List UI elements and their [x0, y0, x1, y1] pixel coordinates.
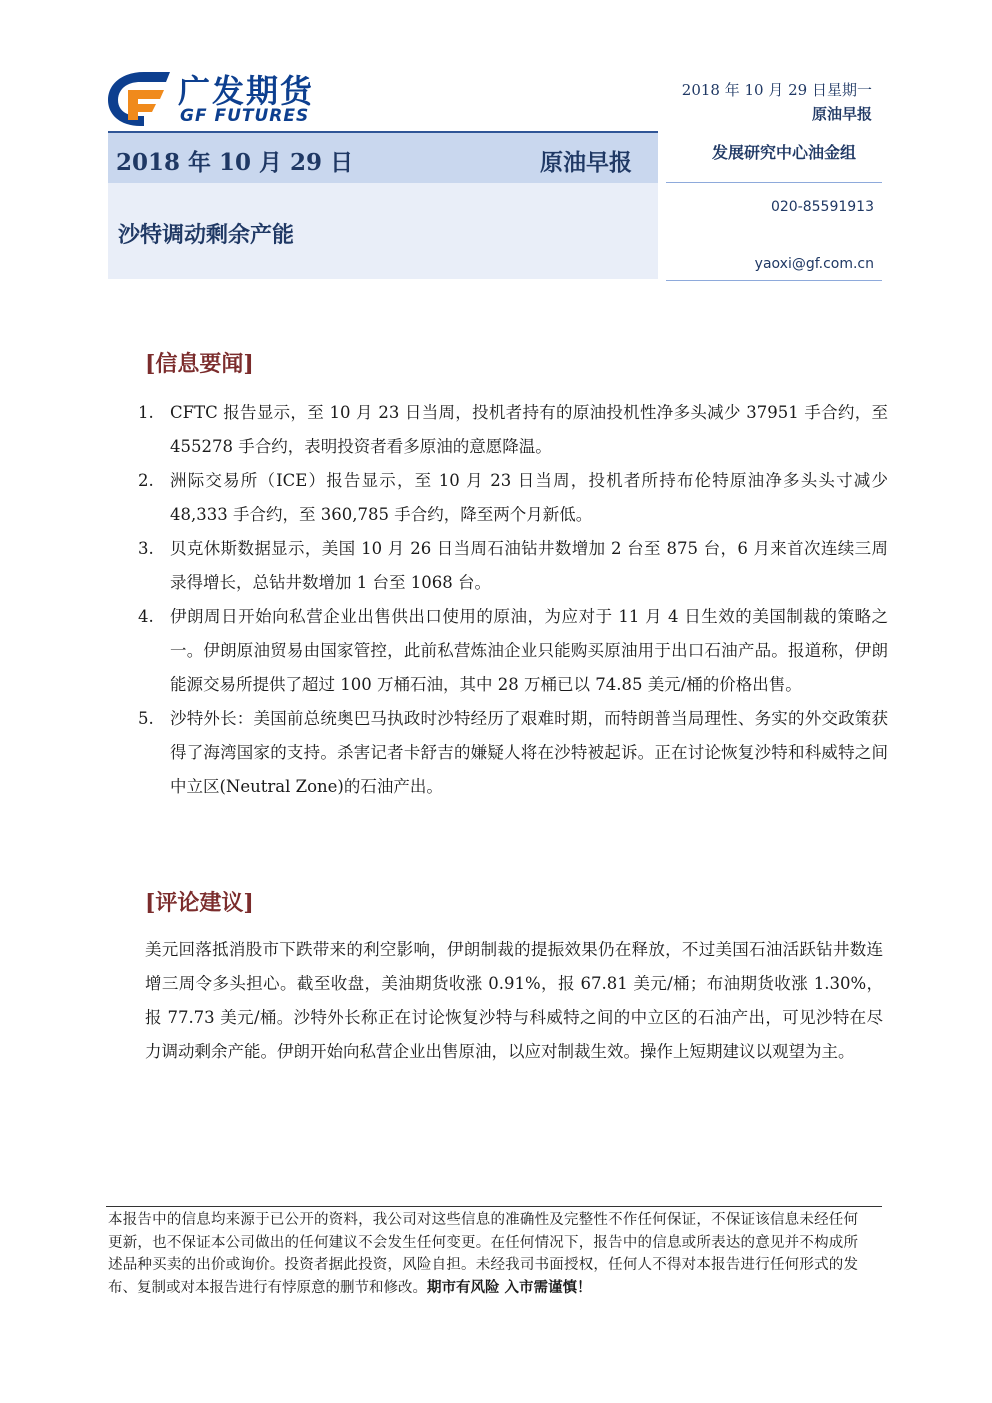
gf-logo-icon — [104, 68, 174, 128]
comment-paragraph: 美元回落抵消股市下跌带来的利空影响，伊朗制裁的提振效果仍在释放，不过美国石油活跃钻井数连增三周令多头担心。截至收盘，美油期货收涨 0.91%，报 67.81 美元/桶；布油期货收涨 1.30%，报 77.73 美元/桶。沙特外长称正在讨论恢复沙特与科威特之间的中立区的石油产出，可见沙特在尽力调动剩余产能。伊朗开始向私营企业出售原油，以应对制裁生效。操作上短期建议以观望为主。 — [145, 940, 883, 1061]
section-title-comment: [评论建议] — [145, 890, 254, 916]
brand-name-en: GF FUTURES — [180, 106, 310, 126]
list-item-text: 洲际交易所（ICE）报告显示，至 10 月 23 日当周，投机者所持布伦特原油净多头头寸减少 48,333 手合约，至 360,785 手合约，降至两个月新低。 — [170, 471, 888, 524]
divider — [666, 182, 882, 183]
list-item — [138, 464, 888, 532]
list-item-text: 沙特外长：美国前总统奥巴马执政时沙特经历了艰难时期，而特朗普当局理性、务实的外交政策获得了海湾国家的支持。杀害记者卡舒吉的嫌疑人将在沙特被起诉。正在讨论恢复沙特和科威特之间中立区(Neutral Zone)的石油产出。 — [170, 709, 888, 796]
header-report-type: 原油早报 — [540, 149, 632, 176]
news-list — [138, 396, 888, 804]
section-title-news: [信息要闻] — [145, 351, 254, 377]
list-item-number: 5. — [138, 709, 154, 728]
top-date: 2018 年 10 月 29 日星期一 — [681, 81, 872, 99]
contact-phone: 020-85591913 — [770, 199, 874, 215]
list-item-number: 1. — [138, 403, 154, 422]
list-item-text: CFTC 报告显示，至 10 月 23 日当周，投机者持有的原油投机性净多头减少 37951 手合约，至 455278 手合约，表明投资者看多原油的意愿降温。 — [170, 403, 888, 456]
divider — [666, 280, 882, 281]
list-item-number: 3. — [138, 539, 154, 558]
top-report-type: 原油早报 — [811, 105, 872, 123]
list-item — [138, 702, 888, 804]
list-item-number: 4. — [138, 607, 154, 626]
footer-divider — [106, 1206, 882, 1207]
report-title: 沙特调动剩余产能 — [118, 222, 295, 248]
list-item-text: 贝克休斯数据显示，美国 10 月 26 日当周石油钻井数增加 2 台至 875 台，6 月来首次连续三周录得增长，总钻井数增加 1 台至 1068 台。 — [170, 539, 888, 592]
list-item — [138, 600, 888, 702]
disclaimer — [108, 1209, 858, 1299]
risk-warning: 期市有风险 入市需谨慎！ — [427, 1278, 592, 1296]
contact-email[interactable]: yaoxi@gf.com.cn — [754, 256, 874, 272]
list-item — [138, 396, 888, 464]
list-item-number: 2. — [138, 471, 154, 490]
list-item — [138, 532, 888, 600]
research-team: 发展研究中心油金组 — [712, 143, 857, 162]
list-item-text: 伊朗周日开始向私营企业出售供出口使用的原油，为应对于 11 月 4 日生效的美国制裁的策略之一。伊朗原油贸易由国家管控，此前私营炼油企业只能购买原油用于出口石油产品。报道称，伊朗能源交易所提供了超过 100 万桶石油，其中 28 万桶已以 74.85 美元/桶的价格出售。 — [170, 607, 888, 694]
disclaimer-text: 本报告中的信息均来源于已公开的资料，我公司对这些信息的准确性及完整性不作任何保证，不保证该信息未经任何更新，也不保证本公司做出的任何建议不会发生任何变更。在任何情况下，报告中的信息或所表达的意见并不构成所述品种买卖的出价或询价。投资者据此投资，风险自担。未经我司书面授权，任何人不得对本报告进行任何形式的发布、复制或对本报告进行有悖原意的删节和修改。 — [108, 1212, 858, 1296]
header-date: 2018 年 10 月 29 日 — [116, 149, 354, 176]
brand-name-cn: 广发期货 — [178, 72, 315, 110]
